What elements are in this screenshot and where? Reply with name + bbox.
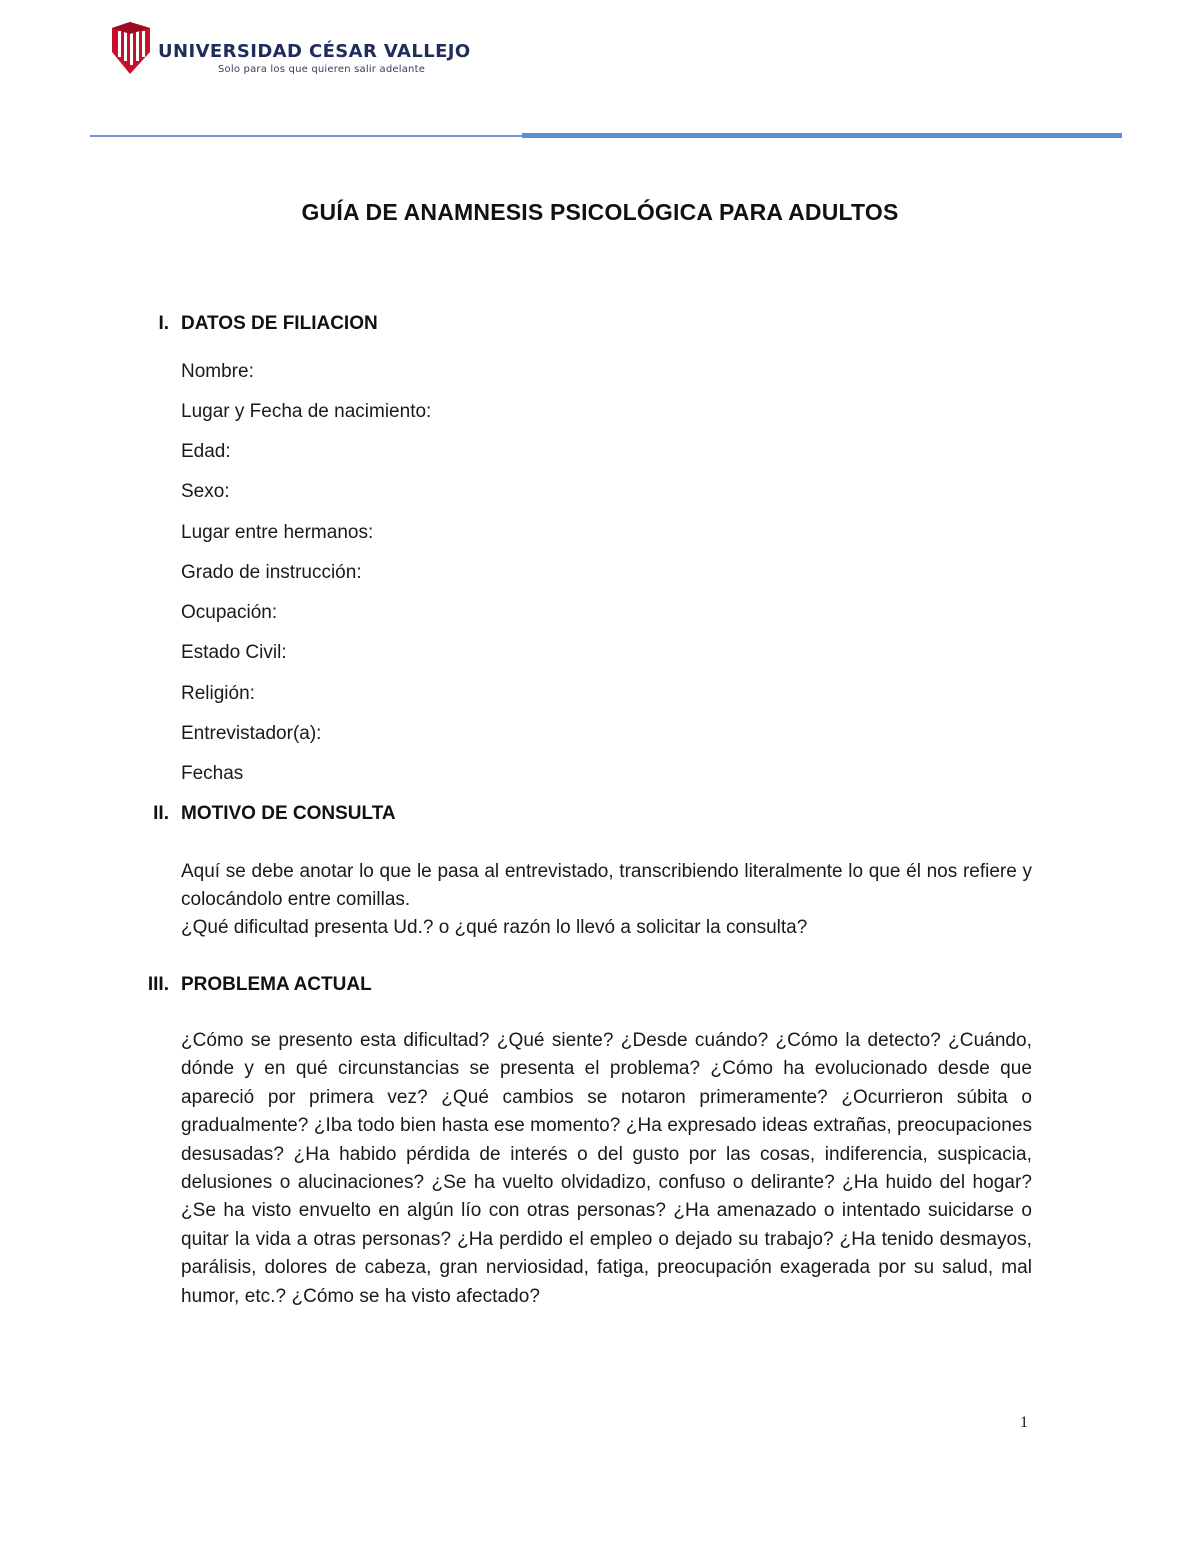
section-3-paragraph: ¿Cómo se presento esta dificultad? ¿Qué siente? ¿Desde cuándo? ¿Cómo la detecto? ¿Cuándo, dónde y en qué circunstancias se presenta el problema? ¿Cómo ha evolucionado desde que apareció por primera vez? ¿Qué cambios se notaron primeramente? ¿Ocurrieron súbita o gradualmente? ¿Iba todo bien hasta ese momento? ¿Ha expresado ideas extrañas, preocupaciones desusadas? ¿Ha habido pérdida de interés o del gusto por las cosas, indiferencia, suspicacia, delusiones o alucinaciones? ¿Se ha vuelto olvidadizo, confuso o delirante? ¿Ha huido del hogar? ¿Se ha visto envuelto en algún lío con otras personas? ¿Ha amenazado o intentado suicidarse o quitar la vida a otras personas? ¿Ha perdido el empleo o dejado su trabajo? ¿Ha tenido desmayos, parálisis, dolores de cabeza, gran nerviosidad, fatiga, preocupación exagerada por su salud, mal humor, etc.? ¿Cómo se ha visto afectado?	[181, 1030, 1032, 1307]
section-2-question: ¿Qué dificultad presenta Ud.? o ¿qué razón lo llevó a solicitar la consulta?	[181, 917, 808, 938]
section-2-body	[181, 858, 1032, 942]
field-ocupacion: Ocupación:	[181, 602, 278, 623]
section-1-heading	[158, 313, 378, 335]
section-1-number: I.	[158, 313, 169, 334]
field-religion: Religión:	[181, 683, 255, 704]
section-1-title: DATOS DE FILIACION	[181, 313, 378, 334]
header-rule-thin	[90, 135, 522, 137]
field-fechas: Fechas	[181, 763, 244, 784]
university-name: UNIVERSIDAD CÉSAR VALLEJO	[158, 41, 471, 62]
field-lugar-entre-hermanos: Lugar entre hermanos:	[181, 522, 374, 543]
section-2-number: II.	[153, 803, 169, 824]
document-title: GUÍA DE ANAMNESIS PSICOLÓGICA PARA ADULTOS	[301, 199, 899, 225]
section-3-number: III.	[147, 974, 169, 995]
section-3-body	[181, 1027, 1032, 1311]
field-lugar-fecha-nacimiento: Lugar y Fecha de nacimiento:	[181, 401, 432, 422]
ucv-book-shield-icon	[110, 22, 152, 74]
university-tagline: Solo para los que quieren salir adelante	[218, 64, 426, 75]
field-sexo: Sexo:	[181, 481, 230, 502]
page-number: 1	[1020, 1414, 1028, 1431]
section-3-heading	[147, 974, 372, 996]
field-edad: Edad:	[181, 441, 231, 462]
field-grado-instruccion: Grado de instrucción:	[181, 562, 362, 583]
section-2-title: MOTIVO DE CONSULTA	[181, 803, 396, 824]
field-entrevistador: Entrevistador(a):	[181, 723, 322, 744]
header-rule-thick	[522, 133, 1122, 138]
section-3-title: PROBLEMA ACTUAL	[181, 974, 372, 995]
field-estado-civil: Estado Civil:	[181, 642, 287, 663]
field-nombre: Nombre:	[181, 361, 254, 382]
section-2-paragraph: Aquí se debe anotar lo que le pasa al entrevistado, transcribiendo literalmente lo que él nos refiere y colocándolo entre comillas.	[181, 861, 1032, 910]
section-2-heading	[153, 803, 396, 825]
